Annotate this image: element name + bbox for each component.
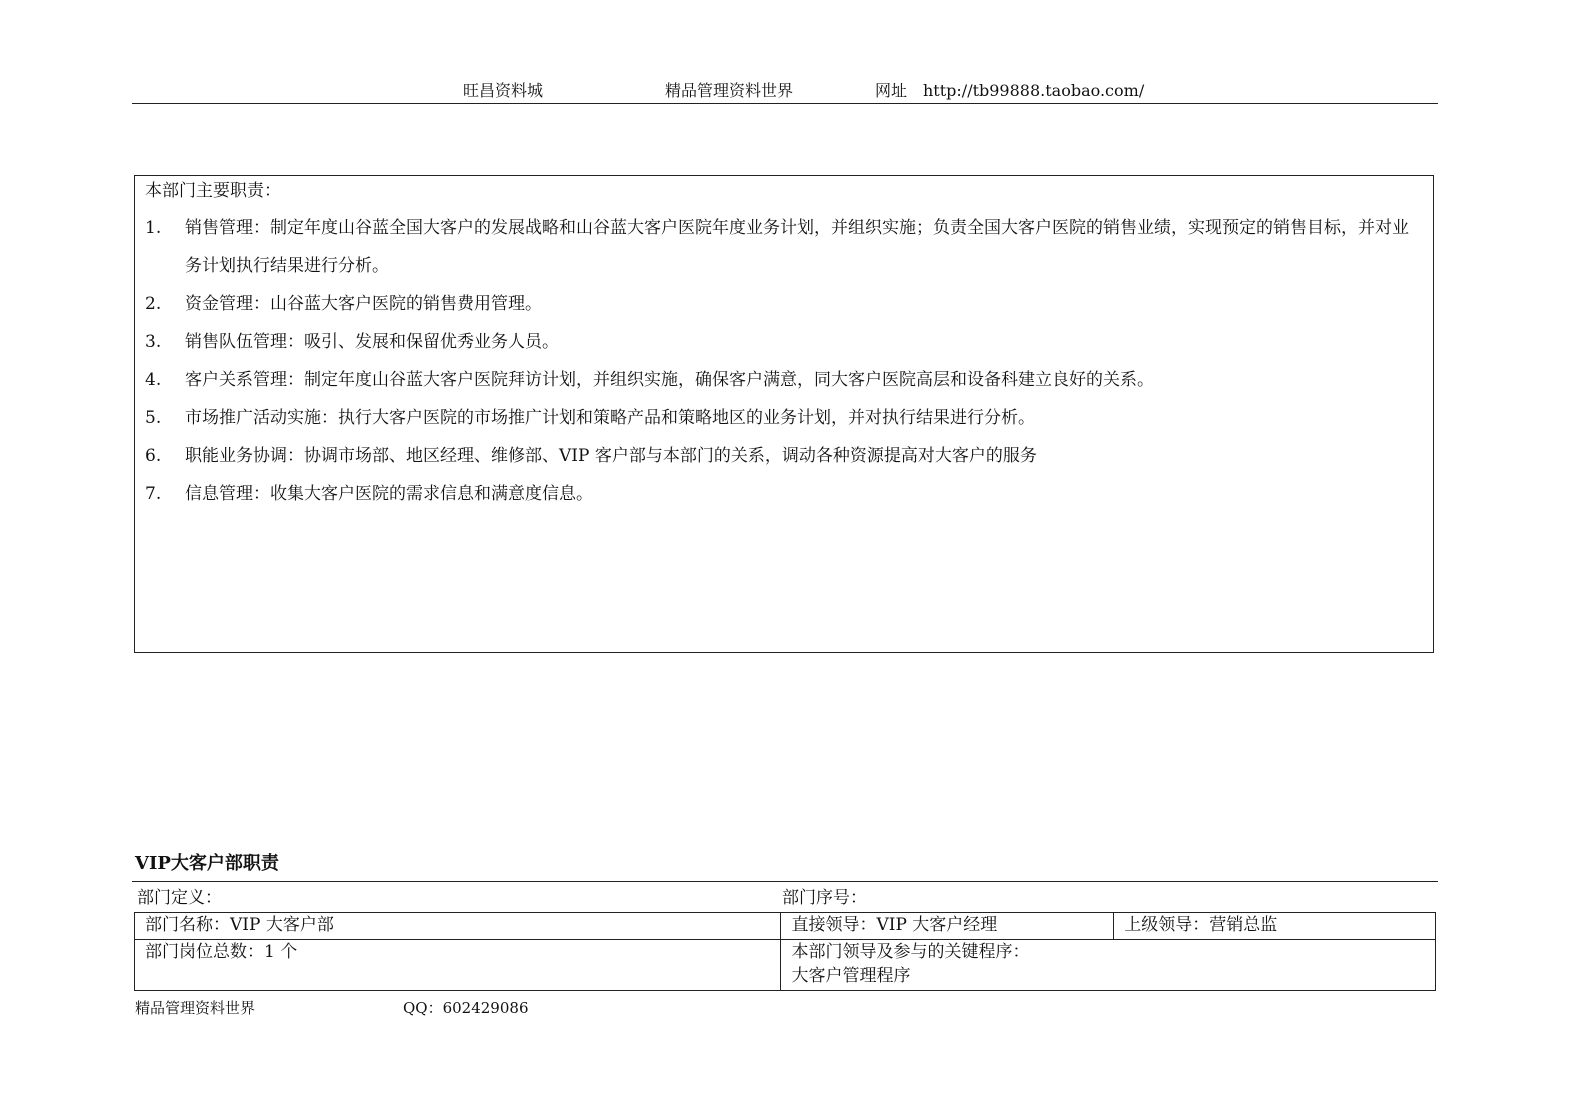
dept-number-label: 部门序号：: [782, 888, 867, 908]
responsibilities-box: [134, 175, 1434, 653]
item-text: 职能业务协调：协调市场部、地区经理、维修部、VIP 客户部与本部门的关系，调动各种资源提高对大客户的服务: [185, 446, 1037, 466]
item-number: 3.: [145, 332, 162, 352]
key-procedures-value: 大客户管理程序: [791, 966, 911, 986]
responsibility-item: [145, 399, 1423, 437]
section-title: VIP大客户部职责: [135, 853, 279, 874]
item-number: 2.: [145, 294, 162, 314]
dept-name-cell: 部门名称：VIP 大客户部: [135, 913, 781, 940]
item-number: 6.: [145, 446, 162, 466]
header-url-link[interactable]: http://tb99888.taobao.com/: [923, 81, 1145, 100]
dept-definition-label: 部门定义：: [137, 888, 222, 908]
item-text: 客户关系管理：制定年度山谷蓝大客户医院拜访计划，并组织实施，确保客户满意，同大客户医院高层和设备科建立良好的关系。: [185, 370, 1154, 390]
responsibilities-intro: 本部门主要职责：: [145, 181, 281, 201]
responsibility-item: [145, 437, 1423, 475]
footer-qq: QQ：602429086: [403, 999, 529, 1017]
table-row: [135, 913, 1436, 940]
item-number: 7.: [145, 484, 162, 504]
dept-info-table: [134, 912, 1436, 991]
item-number: 1.: [145, 218, 162, 238]
item-text: 信息管理：收集大客户医院的需求信息和满意度信息。: [185, 484, 593, 504]
item-text: 市场推广活动实施：执行大客户医院的市场推广计划和策略产品和策略地区的业务计划，并对执行结果进行分析。: [185, 408, 1035, 428]
header-site-name: 旺昌资料城: [463, 81, 544, 100]
key-procedures-cell: [781, 940, 1436, 991]
footer-left: 精品管理资料世界: [135, 999, 256, 1017]
item-text: 资金管理：山谷蓝大客户医院的销售费用管理。: [185, 294, 542, 314]
responsibility-item: [145, 209, 1423, 285]
item-number: 5.: [145, 408, 162, 428]
responsibility-item: [145, 361, 1423, 399]
header-tagline: 精品管理资料世界: [665, 81, 794, 100]
key-procedures-label: 本部门领导及参与的关键程序：: [791, 942, 1030, 962]
superior-leader-cell: 上级领导：营销总监: [1114, 913, 1436, 940]
direct-leader-cell: 直接领导：VIP 大客户经理: [781, 913, 1114, 940]
item-text: 销售队伍管理：吸引、发展和保留优秀业务人员。: [185, 332, 559, 352]
header-url-label: 网址: [875, 81, 908, 100]
total-positions-cell: 部门岗位总数：1 个: [135, 940, 781, 991]
table-row: [135, 940, 1436, 991]
responsibility-item: [145, 323, 1423, 361]
responsibility-item: [145, 475, 1423, 513]
section-divider: [132, 881, 1438, 882]
header-divider: [132, 103, 1438, 104]
item-number: 4.: [145, 370, 162, 390]
responsibility-item: [145, 285, 1423, 323]
item-text: 销售管理：制定年度山谷蓝全国大客户的发展战略和山谷蓝大客户医院年度业务计划，并组织实施；负责全国大客户医院的销售业绩，实现预定的销售目标，并对业务计划执行结果进行分析。: [185, 218, 1409, 276]
